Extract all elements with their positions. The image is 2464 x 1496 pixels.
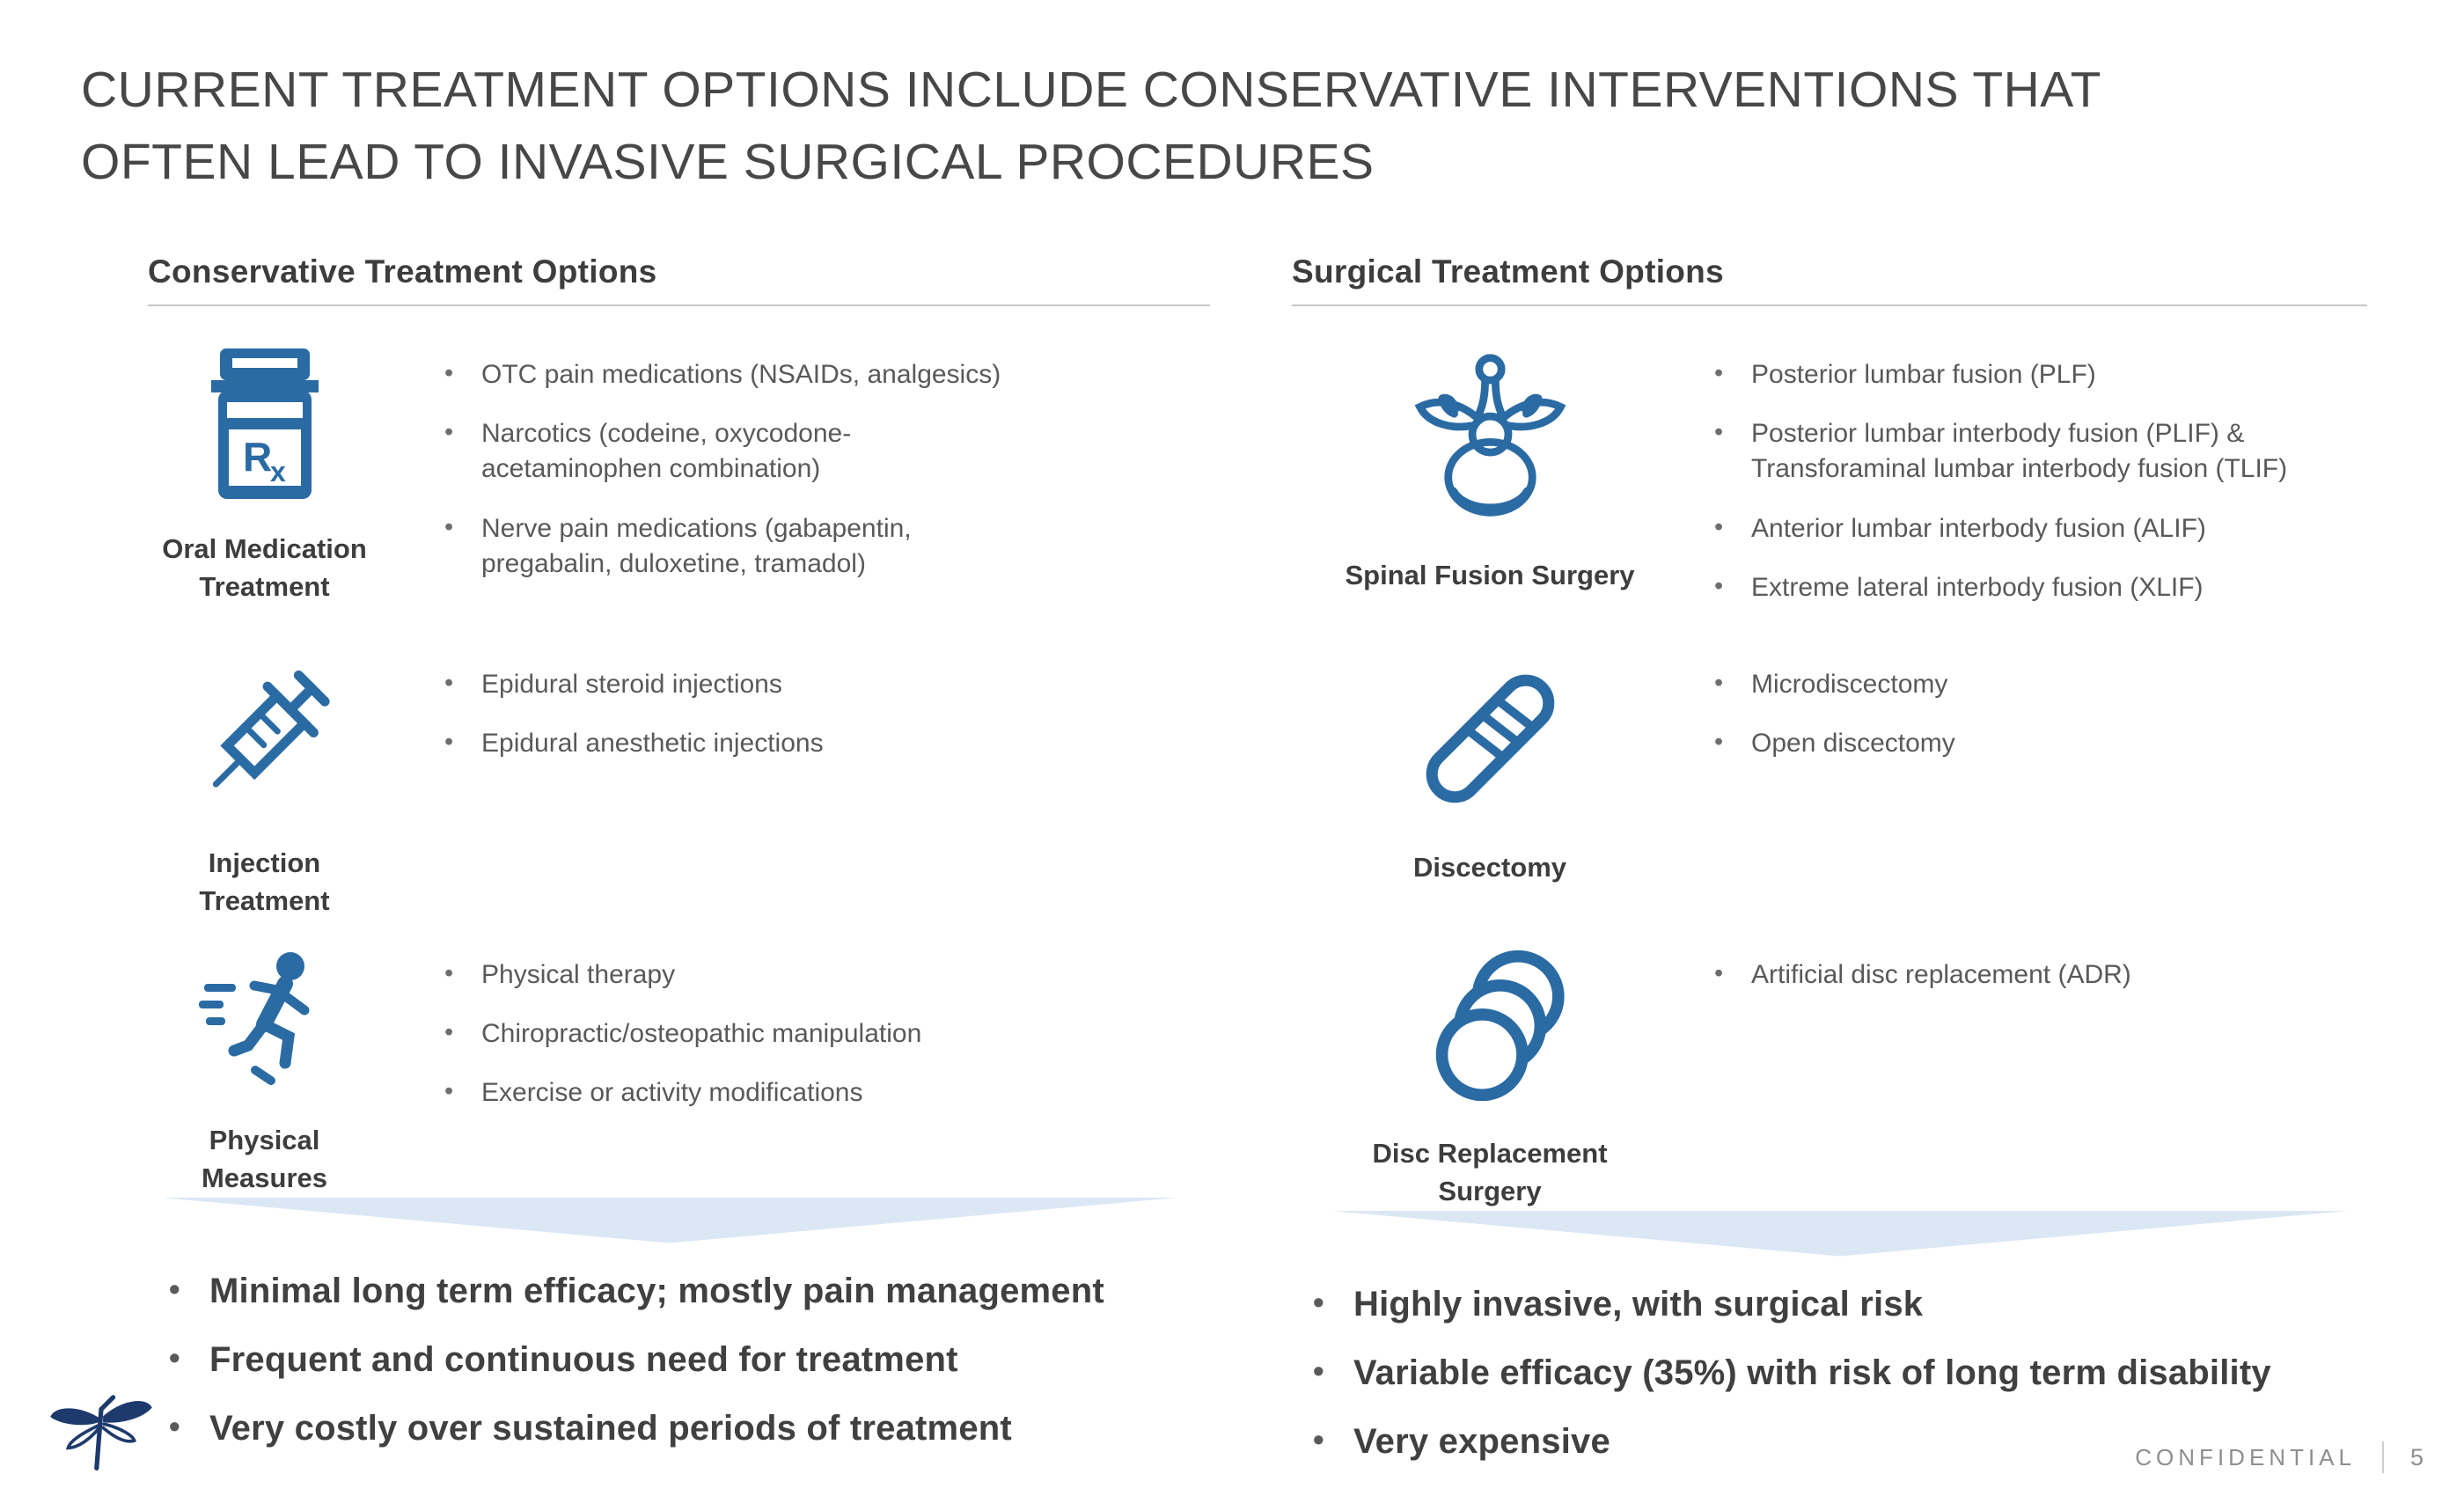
oral-medication-bullets xyxy=(381,347,1025,605)
summary-item: • Very costly over sustained periods of treatment xyxy=(167,1407,1217,1449)
section-disc-replacement xyxy=(1292,947,2431,1211)
injection-icon-cell xyxy=(148,656,381,920)
surgical-header: Surgical Treatment Options xyxy=(1292,253,2367,306)
discectomy-bullets xyxy=(1688,656,1955,785)
section-oral-medication xyxy=(148,347,1217,656)
scalpel-icon xyxy=(1413,656,1567,819)
slide-title xyxy=(81,55,2387,198)
label-line: Treatment xyxy=(199,570,330,602)
bullet-item: • Exercise or activity modifications xyxy=(443,1075,921,1111)
svg-text:x: x xyxy=(269,456,286,488)
confidential-label: CONFIDENTIAL xyxy=(2135,1443,2356,1470)
surgical-rows xyxy=(1292,347,2431,1211)
conservative-chevron-divider xyxy=(157,1198,1182,1243)
summary-item: • Variable efficacy (35%) with risk of long term disability xyxy=(1311,1352,2431,1394)
physical-label xyxy=(202,1122,327,1198)
page-number: 5 xyxy=(2409,1443,2424,1470)
bullet-item: • Nerve pain medications (gabapentin, pregabalin, duloxetine, tramadol) xyxy=(443,511,1025,582)
disc-replacement-bullets xyxy=(1688,947,2131,1016)
bullet-item: • OTC pain medications (NSAIDs, analgesics) xyxy=(443,357,1025,392)
dragonfly-logo-icon xyxy=(44,1380,158,1481)
section-spinal-fusion xyxy=(1292,347,2431,656)
bullet-item: • Epidural anesthetic injections xyxy=(443,726,824,761)
discectomy-icon-cell xyxy=(1292,656,1688,887)
slide-title-line-1: CURRENT TREATMENT OPTIONS INCLUDE CONSERVATIVE INTERVENTIONS THAT xyxy=(81,62,2101,118)
syringe-icon xyxy=(187,656,341,815)
summary-item: • Highly invasive, with surgical risk xyxy=(1311,1283,2431,1325)
pill-bottle-icon xyxy=(199,347,331,501)
bullet-item: • Posterior lumbar interbody fusion (PLIF) & Transforaminal lumbar interbody fusion (TLIF) xyxy=(1712,416,2292,487)
section-injection-treatment xyxy=(148,656,1217,947)
surgical-chevron-divider xyxy=(1327,1211,2352,1257)
bullet-item: • Microdiscectomy xyxy=(1712,667,1955,702)
vertebra-icon xyxy=(1404,347,1576,527)
summary-item: • Frequent and continuous need for treatment xyxy=(167,1338,1217,1381)
dragonfly-logo xyxy=(44,1380,158,1485)
spinal-fusion-bullets xyxy=(1688,347,2292,629)
label-line: Oral Medication xyxy=(162,533,367,564)
bullet-item: • Physical therapy xyxy=(443,957,921,993)
section-physical-measures xyxy=(148,947,1217,1198)
slide-title-line-2: OFTEN LEAD TO INVASIVE SURGICAL PROCEDURES xyxy=(81,133,1375,190)
bullet-item: • Narcotics (codeine, oxycodone-acetaminophen combination) xyxy=(443,416,1025,487)
label-line: Spinal Fusion Surgery xyxy=(1345,560,1635,590)
label-line: Disc Replacement xyxy=(1372,1138,1608,1169)
bullet-item: • Anterior lumbar interbody fusion (ALIF) xyxy=(1712,511,2292,546)
disc-stack-icon xyxy=(1413,947,1567,1105)
label-line: Physical xyxy=(209,1125,320,1155)
runner-icon xyxy=(199,947,331,1092)
svg-text:R: R xyxy=(242,434,272,480)
slide-footer xyxy=(2135,1441,2424,1473)
section-discectomy xyxy=(1292,656,2431,947)
label-line: Surgery xyxy=(1438,1175,1542,1206)
summary-item: • Very expensive xyxy=(1311,1420,2431,1463)
column-surgical xyxy=(1292,253,2431,1489)
oral-medication-icon-cell xyxy=(148,347,381,606)
conservative-header: Conservative Treatment Options xyxy=(148,253,1210,306)
conservative-summary xyxy=(167,1270,1217,1449)
spinal-fusion-label xyxy=(1346,557,1635,595)
label-line: Injection xyxy=(208,847,321,878)
bullet-item: • Open discectomy xyxy=(1712,726,1955,761)
bullet-item: • Extreme lateral interbody fusion (XLIF) xyxy=(1712,570,2292,605)
column-conservative xyxy=(148,253,1217,1476)
summary-item: • Minimal long term efficacy; mostly pain management xyxy=(167,1270,1217,1312)
injection-bullets xyxy=(381,656,824,785)
spinal-fusion-icon-cell xyxy=(1292,347,1688,595)
disc-replacement-label xyxy=(1372,1135,1607,1211)
injection-label xyxy=(199,845,329,920)
label-line: Measures xyxy=(201,1162,328,1193)
bullet-item: • Epidural steroid injections xyxy=(443,667,824,702)
conservative-rows xyxy=(148,347,1217,1198)
label-line: Treatment xyxy=(199,884,330,916)
bullet-item: • Artificial disc replacement (ADR) xyxy=(1712,957,2131,993)
physical-bullets xyxy=(381,947,921,1135)
disc-replacement-icon-cell xyxy=(1292,947,1688,1211)
bullet-item: • Chiropractic/osteopathic manipulation xyxy=(443,1016,921,1052)
physical-icon-cell xyxy=(148,947,381,1198)
surgical-summary xyxy=(1311,1283,2431,1463)
label-line: Discectomy xyxy=(1412,852,1567,883)
discectomy-label xyxy=(1413,849,1566,887)
footer-divider xyxy=(2382,1441,2384,1473)
bullet-item: • Posterior lumbar fusion (PLF) xyxy=(1712,357,2292,392)
oral-medication-label xyxy=(162,531,367,606)
